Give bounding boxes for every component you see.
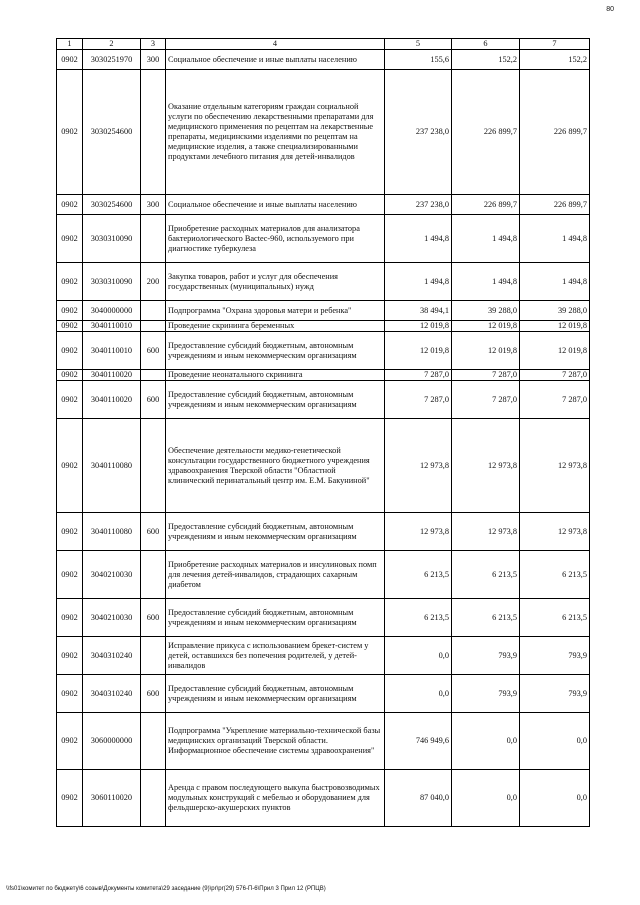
cell-section: 0902: [57, 551, 83, 599]
cell-description: Исправление прикуса с использованием брекет-систем у детей, оставшихся без попечения родителей, у детей-инвалидов: [166, 637, 385, 675]
cell-section: 0902: [57, 215, 83, 263]
table-row: [57, 637, 590, 675]
cell-amount-col6: 12 973,8: [452, 419, 520, 513]
cell-description: Предоставление субсидий бюджетным, автономным учреждениям и иным некоммерческим организациям: [166, 332, 385, 370]
cell-amount-col6: 226 899,7: [452, 70, 520, 195]
header-col-3: 3: [141, 39, 166, 50]
cell-amount-col7: 39 288,0: [520, 301, 590, 321]
cell-section: 0902: [57, 713, 83, 770]
cell-target-article: 3040210030: [83, 551, 141, 599]
cell-amount-col5: 746 949,6: [385, 713, 452, 770]
cell-target-article: 3040310240: [83, 675, 141, 713]
cell-target-article: 3030310090: [83, 263, 141, 301]
table-row: [57, 215, 590, 263]
cell-amount-col6: 152,2: [452, 50, 520, 70]
cell-amount-col7: 12 019,8: [520, 332, 590, 370]
cell-amount-col7: 1 494,8: [520, 263, 590, 301]
cell-amount-col7: 226 899,7: [520, 195, 590, 215]
table-row: [57, 50, 590, 70]
cell-amount-col5: 6 213,5: [385, 599, 452, 637]
cell-expense-type: [141, 370, 166, 381]
cell-expense-type: [141, 770, 166, 827]
cell-amount-col6: 12 973,8: [452, 513, 520, 551]
cell-amount-col5: 237 238,0: [385, 70, 452, 195]
cell-description: Аренда с правом последующего выкупа быстровозводимых модульных конструкций с мебелью и оборудованием для фельдшерско-акушерских пунктов: [166, 770, 385, 827]
cell-expense-type: [141, 301, 166, 321]
cell-amount-col5: 0,0: [385, 637, 452, 675]
cell-description: Подпрограмма "Укрепление материально-технической базы медицинских организаций Тверской области. Информационное обеспечение системы здравоохранения": [166, 713, 385, 770]
cell-target-article: 3060000000: [83, 713, 141, 770]
cell-target-article: 3030254600: [83, 195, 141, 215]
cell-expense-type: [141, 551, 166, 599]
table-header-row: [57, 39, 590, 50]
cell-target-article: 3030310090: [83, 215, 141, 263]
cell-description: Социальное обеспечение и иные выплаты населению: [166, 50, 385, 70]
cell-target-article: 3030254600: [83, 70, 141, 195]
cell-amount-col5: 12 019,8: [385, 321, 452, 332]
cell-target-article: 3040110020: [83, 370, 141, 381]
cell-amount-col7: 0,0: [520, 770, 590, 827]
cell-section: 0902: [57, 50, 83, 70]
cell-section: 0902: [57, 637, 83, 675]
table-row: [57, 301, 590, 321]
table-row: [57, 713, 590, 770]
cell-section: 0902: [57, 419, 83, 513]
cell-section: 0902: [57, 332, 83, 370]
cell-target-article: 3040210030: [83, 599, 141, 637]
cell-section: 0902: [57, 675, 83, 713]
cell-amount-col6: 39 288,0: [452, 301, 520, 321]
cell-section: 0902: [57, 381, 83, 419]
cell-target-article: 3060110020: [83, 770, 141, 827]
cell-description: Оказание отдельным категориям граждан социальной услуги по обеспечению лекарственными препаратами для медицинского применения по рецептам на лекарственные препараты, медицинскими изделиями по рецептам на медицинские изделия, а также специализированными продуктами лечебного питания для детей-инвалидов: [166, 70, 385, 195]
cell-amount-col7: 7 287,0: [520, 370, 590, 381]
cell-amount-col6: 793,9: [452, 637, 520, 675]
cell-section: 0902: [57, 301, 83, 321]
header-col-1: 1: [57, 39, 83, 50]
cell-amount-col5: 237 238,0: [385, 195, 452, 215]
table-row: [57, 70, 590, 195]
cell-description: Подпрограмма "Охрана здоровья матери и ребенка": [166, 301, 385, 321]
cell-expense-type: 600: [141, 381, 166, 419]
cell-amount-col6: 1 494,8: [452, 263, 520, 301]
cell-expense-type: 600: [141, 332, 166, 370]
cell-amount-col7: 793,9: [520, 675, 590, 713]
cell-target-article: 3040110020: [83, 381, 141, 419]
cell-description: Социальное обеспечение и иные выплаты населению: [166, 195, 385, 215]
header-col-7: 7: [520, 39, 590, 50]
cell-amount-col5: 7 287,0: [385, 370, 452, 381]
cell-target-article: 3040110080: [83, 419, 141, 513]
cell-expense-type: 300: [141, 50, 166, 70]
table-row: [57, 321, 590, 332]
cell-amount-col6: 1 494,8: [452, 215, 520, 263]
cell-amount-col6: 7 287,0: [452, 370, 520, 381]
cell-amount-col6: 6 213,5: [452, 599, 520, 637]
table-row: [57, 599, 590, 637]
cell-amount-col6: 12 019,8: [452, 332, 520, 370]
cell-amount-col6: 7 287,0: [452, 381, 520, 419]
cell-description: Предоставление субсидий бюджетным, автономным учреждениям и иным некоммерческим организациям: [166, 675, 385, 713]
cell-target-article: 3040310240: [83, 637, 141, 675]
cell-amount-col5: 12 019,8: [385, 332, 452, 370]
table-row: [57, 381, 590, 419]
cell-section: 0902: [57, 770, 83, 827]
cell-amount-col6: 226 899,7: [452, 195, 520, 215]
cell-amount-col5: 155,6: [385, 50, 452, 70]
cell-expense-type: [141, 70, 166, 195]
cell-target-article: 3040000000: [83, 301, 141, 321]
cell-section: 0902: [57, 513, 83, 551]
cell-description: Предоставление субсидий бюджетным, автономным учреждениям и иным некоммерческим организациям: [166, 381, 385, 419]
cell-amount-col6: 0,0: [452, 770, 520, 827]
cell-target-article: 3030251970: [83, 50, 141, 70]
cell-expense-type: [141, 637, 166, 675]
cell-expense-type: 600: [141, 599, 166, 637]
table-row: [57, 513, 590, 551]
cell-expense-type: [141, 321, 166, 332]
cell-amount-col7: 6 213,5: [520, 599, 590, 637]
cell-amount-col6: 12 019,8: [452, 321, 520, 332]
cell-expense-type: [141, 215, 166, 263]
cell-section: 0902: [57, 599, 83, 637]
cell-amount-col5: 38 494,1: [385, 301, 452, 321]
file-path-footer: \\fs01\комитет по бюджету\6 созыв\Документы комитета\29 заседание (9)\pr\pr(29) 576-П-6\Прил 3 Прил 12 (РПЦВ): [6, 886, 326, 892]
table-row: [57, 770, 590, 827]
cell-description: Проведение скрининга беременных: [166, 321, 385, 332]
cell-description: Закупка товаров, работ и услуг для обеспечения государственных (муниципальных) нужд: [166, 263, 385, 301]
cell-amount-col5: 1 494,8: [385, 215, 452, 263]
budget-table: [56, 38, 590, 827]
header-col-5: 5: [385, 39, 452, 50]
cell-amount-col5: 7 287,0: [385, 381, 452, 419]
header-col-6: 6: [452, 39, 520, 50]
cell-amount-col7: 1 494,8: [520, 215, 590, 263]
cell-amount-col7: 0,0: [520, 713, 590, 770]
header-col-2: 2: [83, 39, 141, 50]
cell-section: 0902: [57, 263, 83, 301]
cell-expense-type: [141, 713, 166, 770]
cell-expense-type: 200: [141, 263, 166, 301]
table-row: [57, 263, 590, 301]
cell-amount-col5: 87 040,0: [385, 770, 452, 827]
cell-section: 0902: [57, 370, 83, 381]
cell-description: Обеспечение деятельности медико-генетической консультации государственного бюджетного учреждения здравоохранения Тверской области "Областной клинический перинатальный центр им. Е.М. Бакуниной": [166, 419, 385, 513]
cell-amount-col7: 226 899,7: [520, 70, 590, 195]
cell-amount-col7: 12 973,8: [520, 419, 590, 513]
cell-target-article: 3040110010: [83, 321, 141, 332]
cell-amount-col5: 12 973,8: [385, 419, 452, 513]
table-row: [57, 195, 590, 215]
cell-amount-col6: 6 213,5: [452, 551, 520, 599]
cell-amount-col6: 793,9: [452, 675, 520, 713]
cell-description: Проведение неонатального скрининга: [166, 370, 385, 381]
cell-amount-col5: 0,0: [385, 675, 452, 713]
cell-amount-col7: 12 019,8: [520, 321, 590, 332]
cell-expense-type: 600: [141, 513, 166, 551]
page-number: 80: [606, 6, 614, 13]
table-row: [57, 370, 590, 381]
cell-section: 0902: [57, 70, 83, 195]
cell-expense-type: 300: [141, 195, 166, 215]
header-col-4: 4: [166, 39, 385, 50]
cell-target-article: 3040110010: [83, 332, 141, 370]
cell-amount-col7: 793,9: [520, 637, 590, 675]
cell-section: 0902: [57, 195, 83, 215]
cell-amount-col7: 12 973,8: [520, 513, 590, 551]
cell-description: Приобретение расходных материалов и инсулиновых помп для лечения детей-инвалидов, страдающих сахарным диабетом: [166, 551, 385, 599]
cell-amount-col5: 6 213,5: [385, 551, 452, 599]
cell-expense-type: 600: [141, 675, 166, 713]
cell-amount-col5: 12 973,8: [385, 513, 452, 551]
cell-amount-col7: 7 287,0: [520, 381, 590, 419]
table-row: [57, 551, 590, 599]
cell-description: Предоставление субсидий бюджетным, автономным учреждениям и иным некоммерческим организациям: [166, 513, 385, 551]
cell-expense-type: [141, 419, 166, 513]
table-row: [57, 419, 590, 513]
table-row: [57, 332, 590, 370]
cell-amount-col7: 6 213,5: [520, 551, 590, 599]
cell-target-article: 3040110080: [83, 513, 141, 551]
cell-amount-col7: 152,2: [520, 50, 590, 70]
cell-description: Приобретение расходных материалов для анализатора бактериологического Bactec-960, используемого при диагностике туберкулеза: [166, 215, 385, 263]
cell-amount-col6: 0,0: [452, 713, 520, 770]
cell-description: Предоставление субсидий бюджетным, автономным учреждениям и иным некоммерческим организациям: [166, 599, 385, 637]
cell-section: 0902: [57, 321, 83, 332]
cell-amount-col5: 1 494,8: [385, 263, 452, 301]
table-row: [57, 675, 590, 713]
